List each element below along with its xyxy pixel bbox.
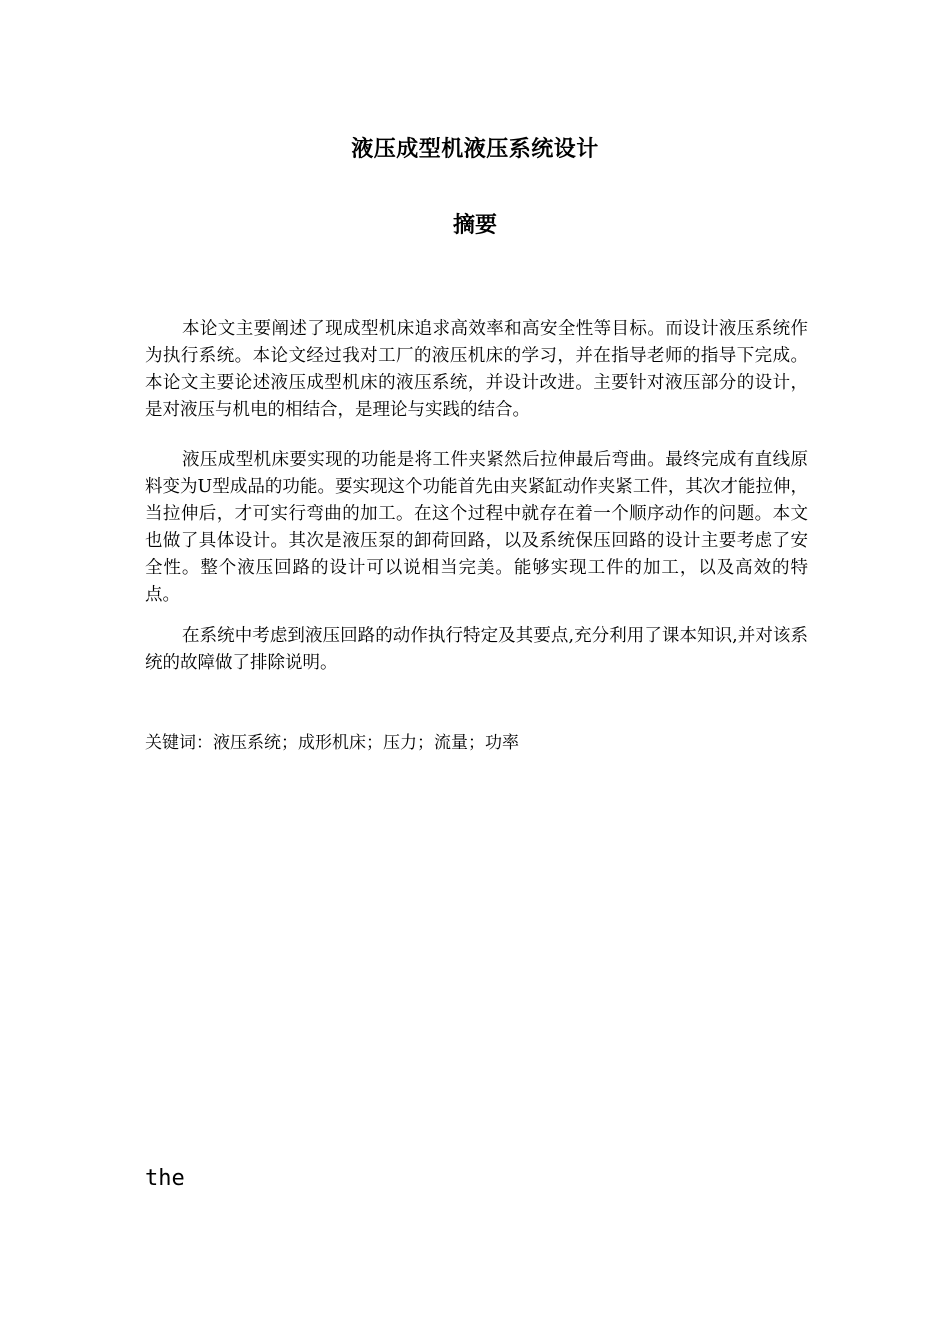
abstract-paragraph: 液压成型机床要实现的功能是将工件夹紧然后拉伸最后弯曲。最终完成有直线原料变为U型成品的功能。要实现这个功能首先由夹紧缸动作夹紧工件，其次才能拉伸，当拉伸后，才可实行弯曲的加工。在这个过程中就存在着一个顺序动作的问题。本文也做了具体设计。其次是液压泵的卸荷回路，以及系统保压回路的设计主要考虑了安全性。整个液压回路的设计可以说相当完美。能够实现工件的加工，以及高效的特点。 — [145, 450, 808, 605]
document-title: 液压成型机液压系统设计 — [351, 137, 599, 162]
keywords-label: 关键词： — [145, 733, 213, 753]
abstract-paragraph: 本论文主要阐述了现成型机床追求高效率和高安全性等目标。而设计液压系统作为执行系统。本论文经过我对工厂的液压机床的学习，并在指导老师的指导下完成。本论文主要论述液压成型机床的液压系统，并设计改进。主要针对液压部分的设计，是对液压与机电的相结合，是理论与实践的结合。 — [145, 319, 808, 420]
abstract-heading: 摘要 — [452, 213, 497, 238]
keywords-value: 液压系统；成形机床；压力；流量；功率 — [213, 733, 519, 753]
abstract-paragraph: 在系统中考虑到液压回路的动作执行特定及其要点,充分利用了课本知识,并对该系统的故障做了排除说明。 — [145, 626, 808, 673]
footer-text: the — [145, 1166, 185, 1191]
keywords-line — [145, 730, 808, 757]
